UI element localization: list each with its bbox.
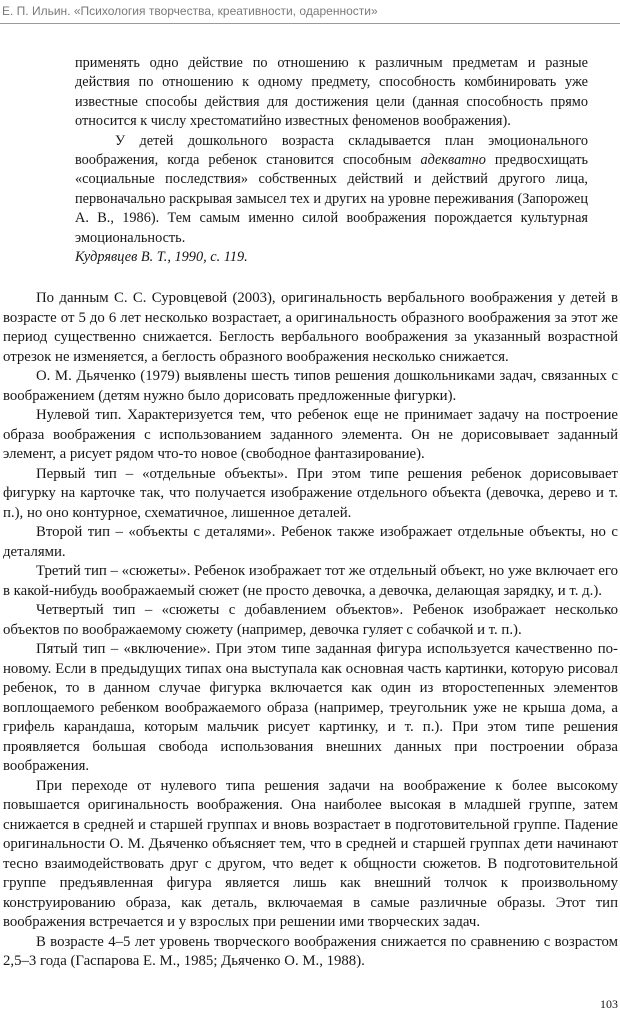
body-text xyxy=(3,289,618,972)
running-header xyxy=(0,0,620,24)
body-paragraph: Четвертый тип – «сюжеты с добавлением объектов». Ребенок изображает несколько объектов по воображаемому сюжету (например, девочка гуляет с собачкой и т. п.). xyxy=(3,602,618,638)
quote-text: У детей дошкольного возраста складывается план эмоционального воображения, когда ребенок становится способным xyxy=(75,132,588,169)
body-paragraph: О. М. Дьяченко (1979) выявлены шесть типов решения дошкольниками задач, связанных с воображением (детям нужно было дорисовать предложенные фигурки). xyxy=(3,368,618,404)
body-paragraph: При переходе от нулевого типа решения задачи на воображение к более высокому повышается оригинальность воображения. Она наиболее высокая в младшей группе, затем снижается в средней и старшей группах и вновь возрастает в подготовительной группе. Падение оригинальности О. М. Дьяченко объясняет тем, что в средней и старшей группах дети начинают тесно взаимодействовать друг с другом, что ведет к общности сюжетов. В подготовительной группе предъявленная фигура является лишь как внешний толчок к произвольному конструированию образа, как деталь, включаемая в самые различные образы. Этот тип воображения встречается и у взрослых при решении ими творческих задач. xyxy=(3,777,618,930)
page-number: 103 xyxy=(600,997,618,1011)
quote-paragraph xyxy=(75,132,588,248)
body-paragraph: Нулевой тип. Характеризуется тем, что ребенок еще не принимает задачу на построение образа воображения с использованием заданного элемента. Он не дорисовывает заданный элемент, а рисует рядом что-то новое (свободное фантазирование). xyxy=(3,407,618,462)
quote-emphasis: адекватно xyxy=(420,152,486,169)
running-title: Е. П. Ильин. «Психология творчества, креативности, одаренности» xyxy=(2,4,378,18)
header-divider xyxy=(0,23,620,24)
quote-source: Кудрявцев В. Т., 1990, с. 119. xyxy=(75,249,248,266)
body-paragraph: Первый тип – «отдельные объекты». При этом типе решения ребенок дорисовывает фигурку на карточке так, что получается изображение отдельного объекта (девочка, дерево и т. п.), но оно контурное, схематичное, лишенное деталей. xyxy=(3,465,618,521)
body-paragraph: В возрасте 4–5 лет уровень творческого воображения снижается по сравнению с возрастом 2,5–3 года (Гаспарова Е. М., 1985; Дьяченко О. М., 1988). xyxy=(3,933,618,969)
body-paragraph: По данным С. С. Суровцевой (2003), оригинальность вербального воображения у детей в возрасте от 5 до 6 лет несколько возрастает, а оригинальность образного воображения за этот же период существенно снижается. Беглость вербального воображения за указанный возрастной отрезок не изменяется, а беглость образного воображения несколько снижается. xyxy=(3,290,618,365)
body-paragraph: Второй тип – «объекты с деталями». Ребенок также изображает отдельные объекты, но с деталями. xyxy=(3,524,618,560)
body-paragraph: Пятый тип – «включение». При этом типе заданная фигура используется качественно по-новому. Если в предыдущих типах она выступала как основная часть картинки, которую рисовал ребенок, то в данном случае фигурка включается как один из второстепенных элементов воплощаемого ребенком воображаемого образа (например, треугольник уже не крыша дома, а грифель карандаша, которым мальчик рисует картинку, и т. п.). При этом типе решения проявляется большая свобода использования внешних данных при построении образа воображения. xyxy=(3,641,618,774)
quote-text: предвосхищать «социальные последствия» собственных действий и действий другого лица, первоначально раскрывая замысел тех и других на уровне переживания (Запорожец А. В., 1986). Тем самым именно силой воображения порождается культурная эмоциональность. xyxy=(75,152,588,246)
quote-paragraph: применять одно действие по отношению к различным предметам и разные действия по отношению к одному предмету, способность комбинировать уже известные способы действия для достижения цели (данная способность прямо относится к числу хрестоматийно известных феноменов воображения). xyxy=(75,55,588,130)
body-paragraph: Третий тип – «сюжеты». Ребенок изображает тот же отдельный объект, но уже включает его в какой-нибудь воображаемый сюжет (не просто девочка, а девочка, делающая зарядку, и т. д.). xyxy=(3,563,618,599)
quotation-block xyxy=(75,54,588,267)
